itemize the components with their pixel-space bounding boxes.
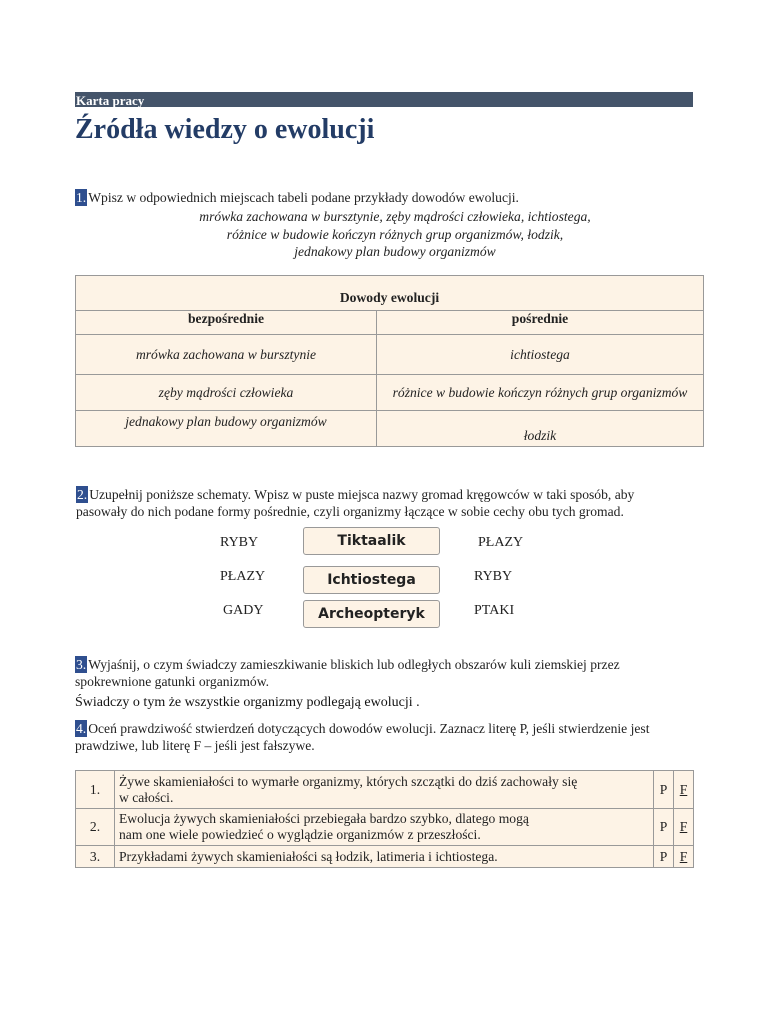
examples-line: jednakowy plan budowy organizmów xyxy=(294,244,496,259)
table-cell[interactable]: mrówka zachowana w bursztynie xyxy=(76,335,377,375)
true-option[interactable]: P xyxy=(654,771,674,809)
table-cell[interactable]: jednakowy plan budowy organizmów xyxy=(76,411,377,447)
false-option-label: F xyxy=(679,848,688,864)
false-option[interactable] xyxy=(674,771,694,809)
table-cell[interactable]: zęby mądrości człowieka xyxy=(76,375,377,411)
schema-answer-box[interactable]: Tiktaalik xyxy=(303,527,440,555)
question-3-text: spokrewnione gatunki organizmów. xyxy=(75,674,270,689)
table-row xyxy=(76,809,694,846)
false-option[interactable] xyxy=(674,846,694,868)
table-cell[interactable]: ichtiostega xyxy=(377,335,704,375)
table-row xyxy=(76,846,694,868)
question-2-text: Uzupełnij poniższe schematy. Wpisz w puste miejsca nazwy gromad kręgowców w taki sposób, aby xyxy=(89,487,635,502)
question-2-number: 2. xyxy=(77,487,88,502)
question-4 xyxy=(75,720,650,754)
statement-number: 1. xyxy=(76,771,115,809)
table-row xyxy=(76,335,704,375)
table-row xyxy=(76,771,694,809)
question-3 xyxy=(75,656,620,690)
statement-line: nam one wiele powiedzieć o wyglądzie organizmów z przeszłości. xyxy=(119,827,481,842)
table-row xyxy=(76,411,704,447)
table-cell[interactable]: łodzik xyxy=(377,411,704,447)
false-option-label: F xyxy=(679,819,688,834)
question-1 xyxy=(75,189,519,206)
question-4-text: prawdziwe, lub literę F – jeśli jest fałszywe. xyxy=(75,738,315,753)
schema-left-label: GADY xyxy=(223,603,264,618)
schema-left-label: PŁAZY xyxy=(220,569,266,584)
header-bar xyxy=(75,92,693,107)
statement-line: Ewolucja żywych skamieniałości przebiegała bardzo szybko, dlatego mogą xyxy=(119,811,529,826)
evidence-table xyxy=(75,275,704,447)
true-option[interactable]: P xyxy=(654,846,674,868)
schema-right-label: PŁAZY xyxy=(478,535,524,550)
statement-text xyxy=(115,809,654,846)
false-option-label: F xyxy=(679,781,688,797)
statement-line: Przykładami żywych skamieniałości są łodzik, latimeria i ichtiostega. xyxy=(119,848,498,864)
statement-text xyxy=(115,846,654,868)
question-3-number: 3. xyxy=(76,657,87,672)
question-2 xyxy=(76,486,634,520)
header-label: Karta pracy xyxy=(76,93,145,108)
page-title: Źródła wiedzy o ewolucji xyxy=(75,114,375,145)
schema-answer-box[interactable]: Archeopteryk xyxy=(303,600,440,628)
table-row xyxy=(76,375,704,411)
question-4-number: 4. xyxy=(76,721,87,736)
true-false-table xyxy=(75,770,694,868)
true-option[interactable]: P xyxy=(654,809,674,846)
examples-list xyxy=(75,208,715,261)
statement-number: 3. xyxy=(76,846,115,868)
table-cell[interactable]: różnice w budowie kończyn różnych grup organizmów xyxy=(377,375,704,411)
examples-line: różnice w budowie kończyn różnych grup organizmów, łodzik, xyxy=(226,226,564,242)
question-1-number: 1. xyxy=(76,190,87,205)
column-header-direct: bezpośrednie xyxy=(76,311,377,335)
schema-right-label: RYBY xyxy=(474,569,513,584)
statement-number: 2. xyxy=(76,809,115,846)
false-option[interactable] xyxy=(674,809,694,846)
statement-line: Żywe skamieniałości to wymarłe organizmy, których szczątki do dziś zachowały się xyxy=(119,773,578,789)
evidence-table-title: Dowody ewolucji xyxy=(76,276,704,311)
examples-line: mrówka zachowana w bursztynie, zęby mądrości człowieka, ichtiostega, xyxy=(199,209,591,224)
question-3-answer[interactable]: Świadczy o tym że wszystkie organizmy podlegają ewolucji . xyxy=(75,695,420,710)
question-3-text: Wyjaśnij, o czym świadczy zamieszkiwanie bliskich lub odległych obszarów kuli ziemskiej przez xyxy=(88,657,620,672)
question-1-text: Wpisz w odpowiednich miejscach tabeli podane przykłady dowodów ewolucji. xyxy=(88,190,519,205)
question-2-text: pasowały do nich podane formy pośrednie, czyli organizmy łączące w sobie cechy obu tych gromad. xyxy=(76,504,624,519)
statement-text xyxy=(115,771,654,809)
schema-answer-box[interactable]: Ichtiostega xyxy=(303,566,440,594)
schema-right-label: PTAKI xyxy=(474,603,515,618)
question-4-text: Oceń prawdziwość stwierdzeń dotyczących dowodów ewolucji. Zaznacz literę P, jeśli stwierdzenie jest xyxy=(88,721,650,736)
column-header-indirect: pośrednie xyxy=(377,311,704,335)
statement-line: w całości. xyxy=(119,789,174,805)
schema-left-label: RYBY xyxy=(220,535,259,550)
